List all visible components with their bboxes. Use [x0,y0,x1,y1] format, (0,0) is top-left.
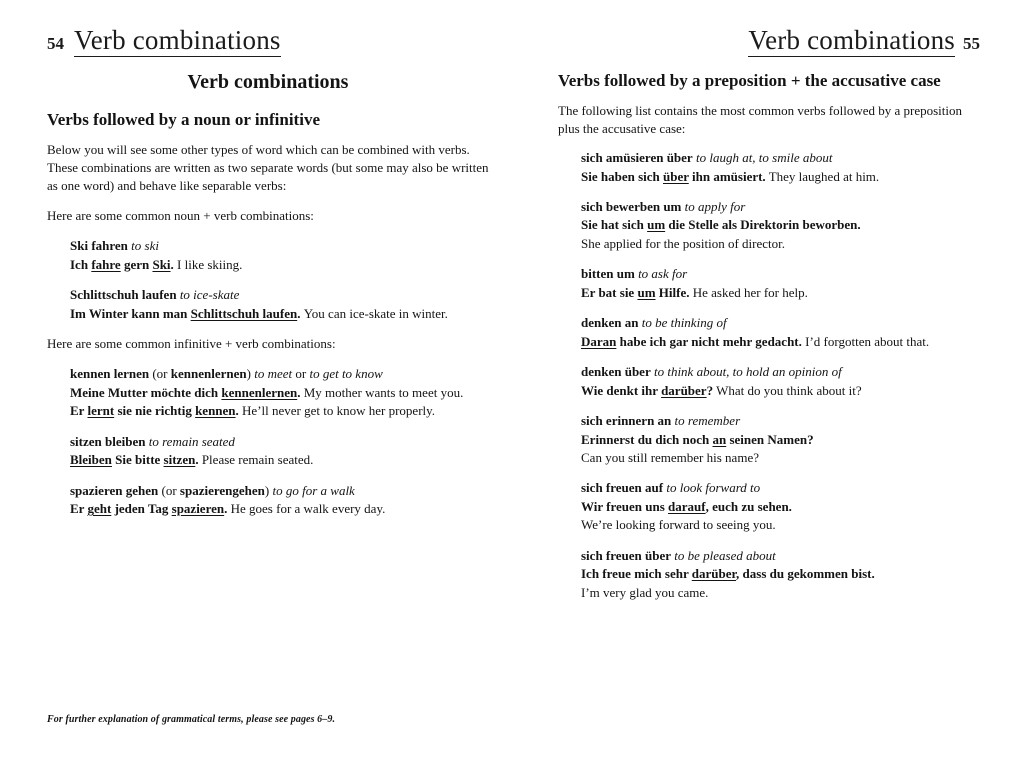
noun-verb-examples [70,237,489,323]
text-segment: Ich [70,256,92,272]
text-segment: kennen [195,403,236,419]
page-header-left [47,26,489,57]
text-segment: Schlittschuh laufen [70,287,177,303]
text-segment: spazierengehen [179,482,265,498]
example-line [581,198,980,216]
example-line [581,547,980,565]
text-segment: What do you think about it? [716,382,862,398]
example-block [581,547,980,602]
example-line [581,149,980,167]
text-segment: Sie haben sich [581,168,663,184]
text-segment: geht [87,501,112,517]
running-title-left: Verb combinations [74,26,281,57]
text-segment: denken an [581,315,639,331]
text-segment: to laugh at, to smile about [695,150,833,166]
footnote: For further explanation of grammatical terms, please see pages 6–9. [47,714,336,725]
infinitive-examples [70,365,489,518]
example-block [581,314,980,351]
text-segment: (or [149,366,171,382]
text-segment: sich amüsieren über [581,150,693,166]
example-block [70,286,489,323]
text-segment: sitzen [163,452,196,468]
page-left [47,26,489,750]
example-line [70,365,489,383]
example-line [581,565,980,583]
example-line [581,382,980,400]
text-segment: Er [70,403,88,419]
example-line [70,286,489,304]
text-segment: . [235,403,243,419]
example-line [581,412,980,430]
page-number-left: 54 [47,34,64,53]
text-segment: to ski [131,238,159,254]
example-block [581,198,980,253]
page-header-right [558,26,980,57]
text-segment: Hilfe. [655,284,690,300]
example-line [70,384,489,402]
text-segment: Sie hat sich [581,217,648,233]
intro-paragraph-left: Below you will see some other types of word which can be combined with verbs. These combinations are written as two separate words (but some may also be written as one word) and behave like separable verbs: [47,141,489,194]
page-number-right: 55 [963,34,980,53]
text-segment: My mother wants to meet you. [303,384,464,400]
text-segment: He’ll never get to know her properly. [242,403,436,419]
text-segment: darüber [691,566,737,582]
text-segment: Wie denkt ihr [581,382,662,398]
text-segment: I like skiing. [177,256,243,272]
text-segment: darauf [668,498,706,514]
text-segment: to go for a walk [272,482,355,498]
text-segment: He asked her for help. [692,284,808,300]
text-segment: You can ice-skate in winter. [303,305,448,321]
text-segment: jeden Tag [111,501,172,517]
example-line [581,584,980,602]
text-segment: ? [706,382,714,398]
text-segment: spazieren [171,501,225,517]
text-segment: . [195,452,202,468]
text-segment: Can you still remember his name? [581,450,759,465]
text-segment: to remember [674,413,741,429]
example-block [70,433,489,470]
text-segment: sitzen bleiben [70,433,146,449]
text-segment: I’m very glad you came. [581,584,709,600]
text-segment: denken über [581,364,651,380]
text-segment: über [663,168,689,184]
text-segment: to remain seated [148,433,235,449]
text-segment: die Stelle als Direktorin beworben. [665,217,861,233]
example-block [581,412,980,467]
text-segment: He goes for a walk every day. [230,501,386,517]
example-line [581,516,980,534]
example-block [70,482,489,519]
text-segment: sich freuen über [581,547,672,563]
text-segment: Bleiben [70,452,112,468]
example-line [581,431,980,449]
text-segment: sie nie richtig [114,403,196,419]
text-segment: Sie bitte [111,452,164,468]
text-segment: fahre [91,256,121,272]
text-segment: . [297,384,304,400]
text-segment: seinen Namen? [726,431,814,447]
text-segment: ihn amüsiert. [688,168,766,184]
example-block [581,479,980,534]
text-segment: gern [120,256,153,272]
text-segment: Im Winter kann man [70,305,191,321]
example-block [581,149,980,186]
section-heading-right: Verbs followed by a preposition + the accusative case [558,71,941,91]
example-block [581,363,980,400]
text-segment: They laughed at him. [768,168,880,184]
text-segment: habe ich gar nicht mehr gedacht. [616,333,802,349]
running-title-right: Verb combinations [748,26,955,57]
intro-paragraph-right: The following list contains the most common verbs followed by a preposition plus the accusative case: [558,102,963,136]
text-segment: or [295,366,310,382]
example-block [70,237,489,274]
text-segment: an [712,431,727,447]
text-segment: sich bewerben um [581,199,682,215]
text-segment: ) [246,366,255,382]
example-line [581,235,980,253]
example-line [70,451,489,469]
text-segment: , dass du gekommen bist. [736,566,875,582]
text-segment: lernt [87,403,115,419]
example-line [581,265,980,283]
text-segment: Ich freue mich sehr [581,566,692,582]
text-segment: spazieren gehen [70,482,159,498]
example-line [581,284,980,302]
text-segment: kennenlernen [221,384,298,400]
infinitive-lead: Here are some common infinitive + verb combinations: [47,336,336,352]
example-line [581,498,980,516]
text-segment: darüber [661,382,707,398]
text-segment: Daran [581,333,617,349]
text-segment: Please remain seated. [201,452,314,468]
example-line [581,216,980,234]
example-line [581,168,980,186]
text-segment: (or [158,482,180,498]
text-segment: She applied for the position of director. [581,235,785,251]
text-segment: I’d forgotten about that. [805,333,930,349]
text-segment: to apply for [684,199,746,215]
text-segment: to ice-skate [179,287,240,303]
text-segment: to look forward to [666,480,761,496]
example-line [70,305,489,323]
text-segment: um [637,284,656,300]
text-segment: um [647,217,666,233]
text-segment: Erinnerst du dich noch [581,431,713,447]
text-segment: . [297,305,304,321]
example-line [581,449,980,467]
text-segment: to think about, to hold an opinion of [653,364,842,380]
example-line [70,482,489,500]
text-segment: Meine Mutter möchte dich [70,384,222,400]
example-line [581,314,980,332]
text-segment: to meet [254,366,296,382]
text-segment: ) [264,482,273,498]
example-line [70,237,489,255]
page-right [558,26,980,750]
text-segment: Ski [152,256,171,272]
text-segment: Er bat sie [581,284,638,300]
example-line [70,500,489,518]
noun-verb-lead: Here are some common noun + verb combinations: [47,208,314,224]
text-segment: to get to know [309,366,383,382]
text-segment: Ski fahren [70,238,128,254]
preposition-entries [581,149,980,602]
example-block [70,365,489,420]
text-segment: to be pleased about [674,547,776,563]
example-line [581,479,980,497]
example-line [70,433,489,451]
text-segment: kennen lernen [70,366,150,382]
section-heading-left: Verbs followed by a noun or infinitive [47,110,320,130]
text-segment: sich erinnern an [581,413,672,429]
text-segment: sich freuen auf [581,480,664,496]
text-segment: We’re looking forward to seeing you. [581,517,776,533]
text-segment: Schlittschuh laufen [190,305,298,321]
example-line [70,256,489,274]
text-segment: bitten um [581,266,635,282]
example-line [70,402,489,420]
example-line [581,363,980,381]
text-segment: to ask for [638,266,688,282]
text-segment: to be thinking of [641,315,727,331]
example-line [581,333,980,351]
example-block [581,265,980,302]
chapter-title: Verb combinations [187,71,349,94]
text-segment: Wir freuen uns [581,498,669,514]
text-segment: . [170,256,178,272]
text-segment: , euch zu sehen. [705,498,792,514]
text-segment: Er [70,501,88,517]
text-segment: kennenlernen [170,366,247,382]
text-segment: . [224,501,231,517]
